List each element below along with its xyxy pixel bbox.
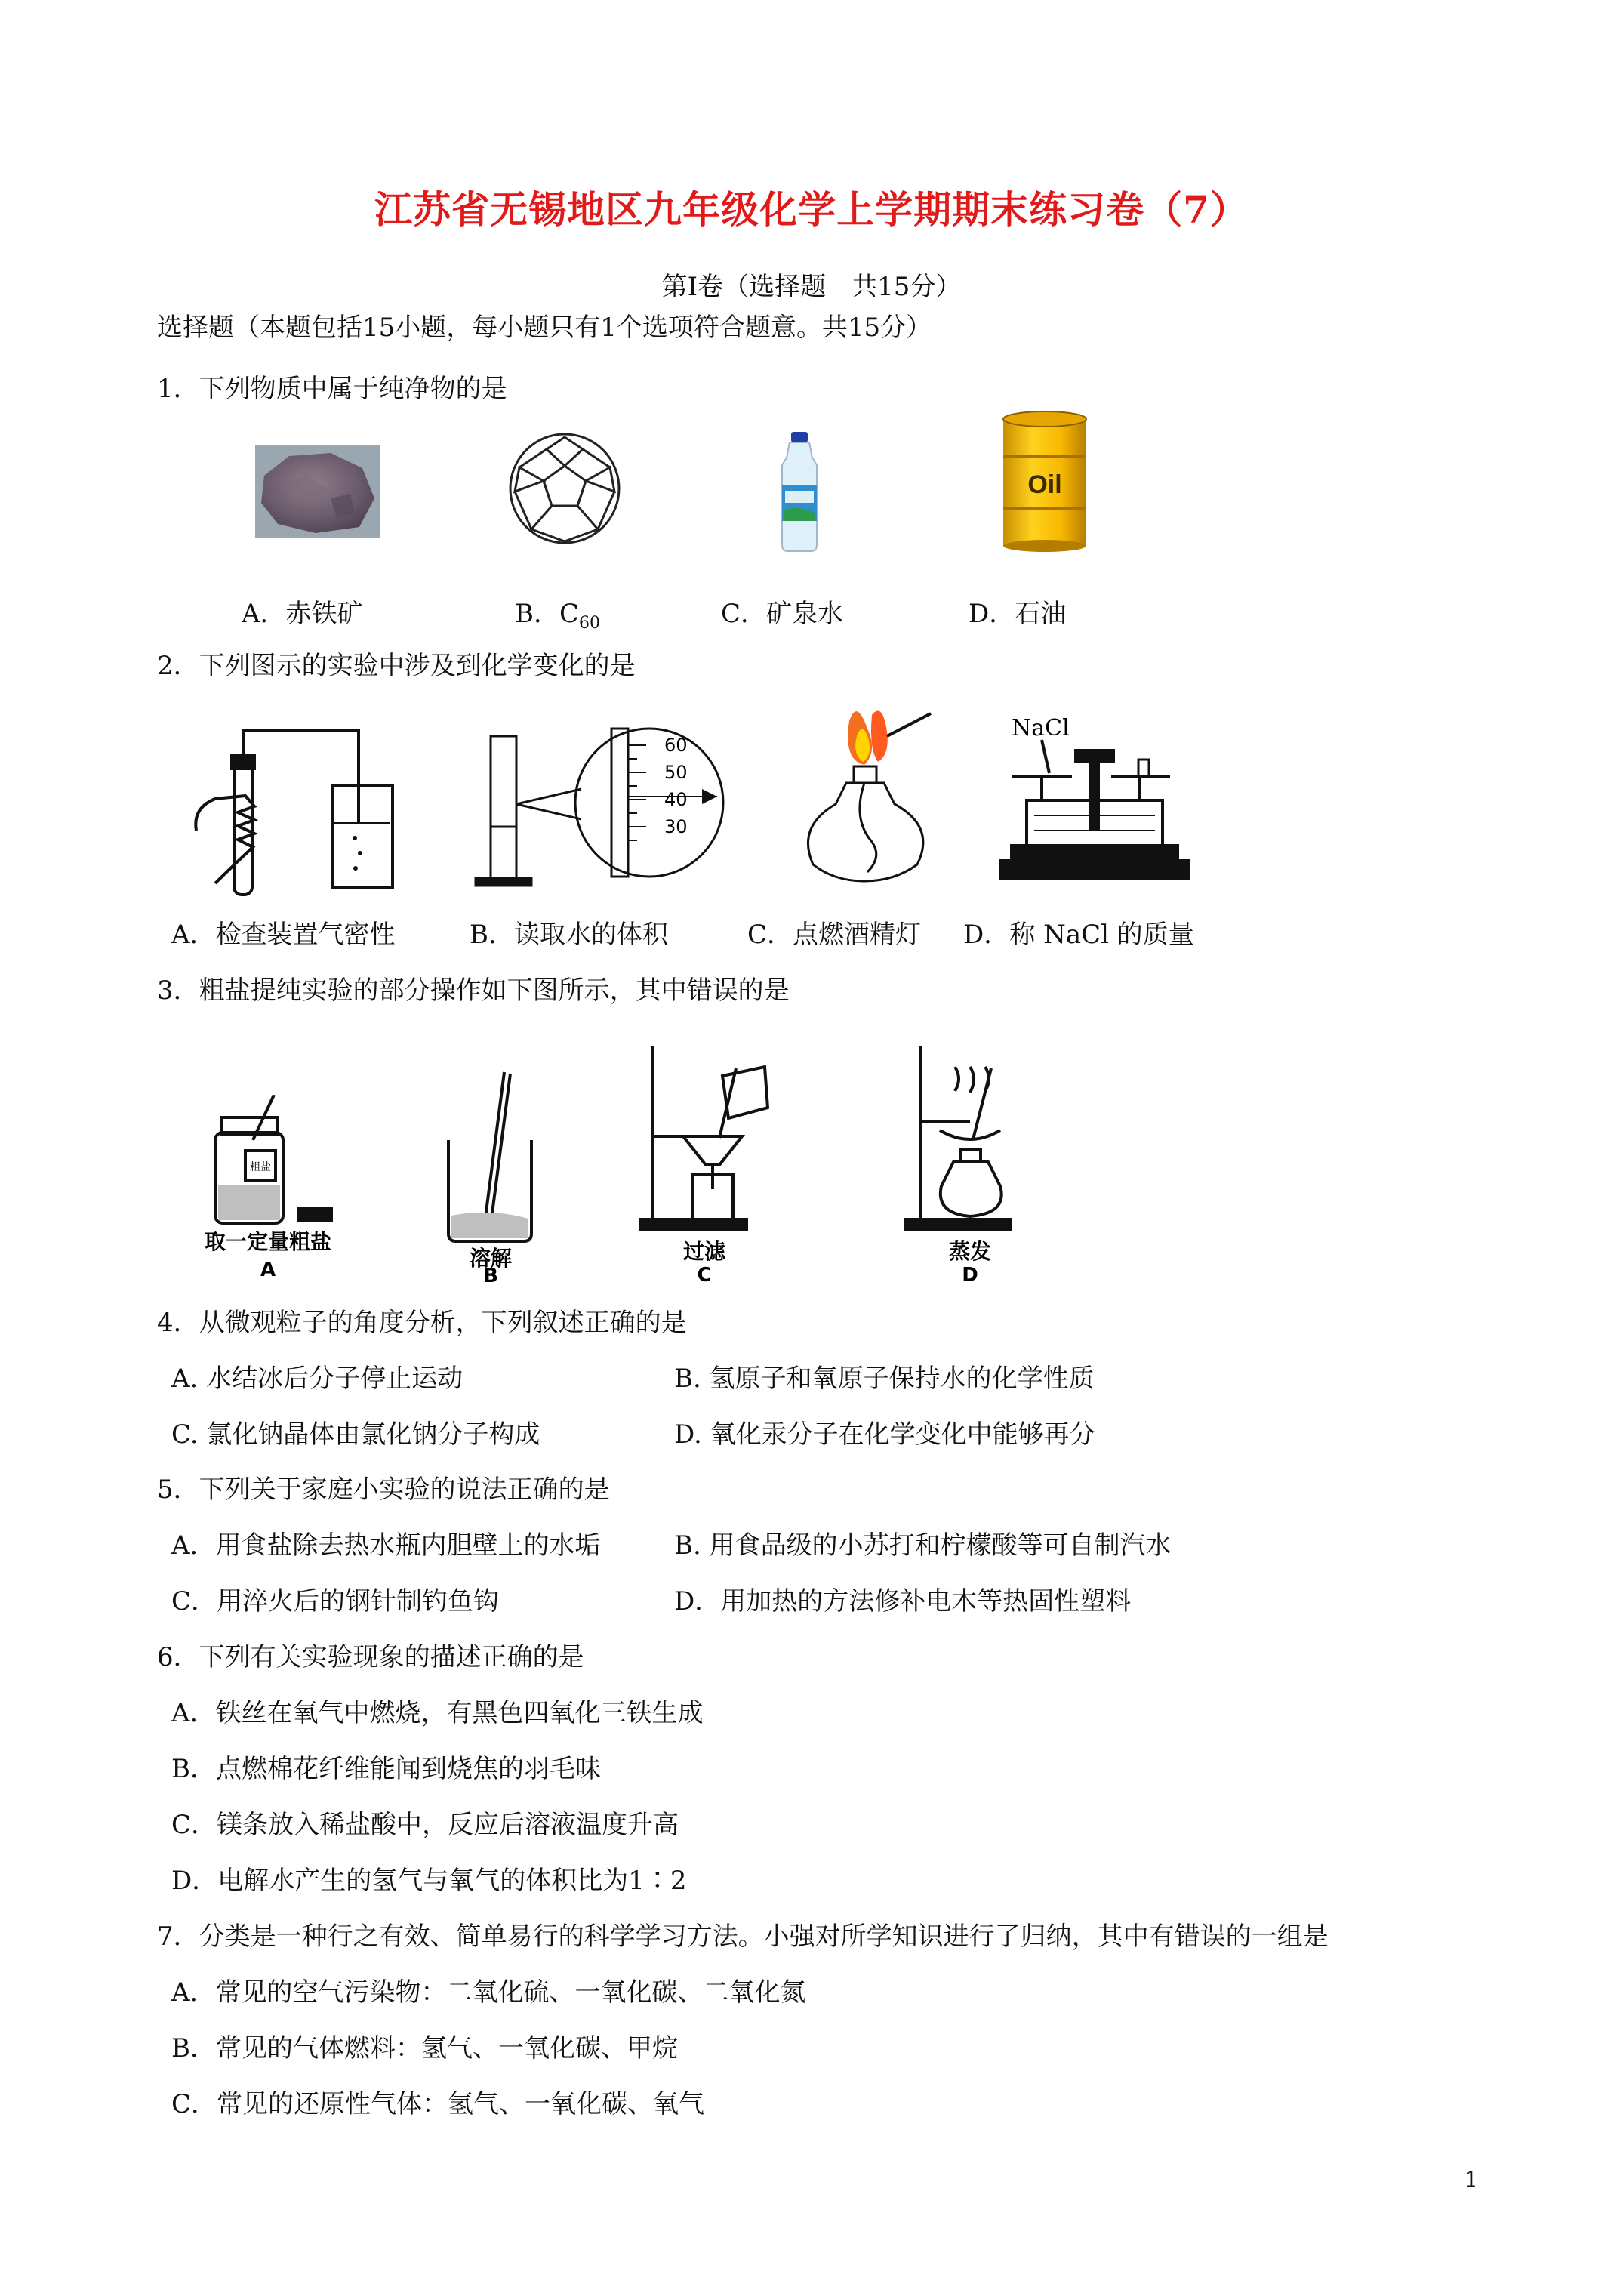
filter-figure (638, 1046, 774, 1287)
q2-option-a: A．检查装置气密性 (171, 920, 396, 950)
q4-option-c: C. 氯化钠晶体由氯化钠分子构成 (171, 1419, 540, 1450)
airtightness-check-figure (185, 717, 404, 898)
q1-option-c: C．矿泉水 (721, 599, 844, 629)
letter-a: A (260, 1259, 276, 1281)
q6-option-b: B．点燃棉花纤维能闻到烧焦的羽毛味 (171, 1754, 601, 1784)
q7-option-c: C．常见的还原性气体：氢气、一氧化碳、氧气 (171, 2089, 705, 2119)
q7-option-a: A．常见的空气污染物：二氧化硫、一氧化碳、二氧化氮 (171, 1977, 806, 2008)
c60-molecule-diagram (504, 428, 625, 549)
q1-option-d: D．石油 (969, 599, 1067, 629)
q2-option-c: C．点燃酒精灯 (747, 920, 922, 950)
mineral-water-bottle (776, 432, 823, 553)
cylinder-mark-40: 40 (664, 789, 688, 810)
question-2-stem: 2．下列图示的实验中涉及到化学变化的是 (157, 651, 636, 681)
q6-option-c: C．镁条放入稀盐酸中，反应后溶液温度升高 (171, 1810, 679, 1840)
q5-option-d: D．用加热的方法修补电木等热固性塑料 (674, 1586, 1132, 1616)
caption-d: 蒸发 (948, 1239, 992, 1264)
q1-option-b-text: B．C (515, 599, 579, 629)
q7-option-b: B．常见的气体燃料：氢气、一氧化碳、甲烷 (171, 2033, 678, 2063)
letter-b: B (483, 1265, 498, 1284)
letter-d: D (962, 1264, 978, 1287)
alcohol-lamp-lighting-figure (804, 706, 947, 887)
q5-option-b: B. 用食品级的小苏打和柠檬酸等可自制汽水 (674, 1530, 1172, 1561)
question-5-stem: 5．下列关于家庭小实验的说法正确的是 (157, 1475, 610, 1505)
question-4-stem: 4．从微观粒子的角度分析，下列叙述正确的是 (157, 1308, 687, 1338)
take-crude-salt-figure (192, 1095, 343, 1284)
q4-option-b: B. 氢原子和氧原子保持水的化学性质 (674, 1364, 1095, 1394)
q2-option-b: B．读取水的体积 (470, 920, 668, 950)
oil-barrel-label: Oil (1027, 470, 1062, 499)
oil-barrel (1000, 410, 1089, 553)
question-7-stem: 7．分类是一种行之有效、简单易行的科学学习方法。小强对所学知识进行了归纳，其中有错误的一组是 (157, 1922, 1329, 1952)
page-number: 1 (1464, 2167, 1478, 2192)
cylinder-mark-50: 50 (664, 762, 688, 783)
page-title: 江苏省无锡地区九年级化学上学期期末练习卷（7） (374, 187, 1249, 232)
q5-option-a: A．用食盐除去热水瓶内胆壁上的水垢 (171, 1530, 601, 1561)
letter-c: C (697, 1264, 712, 1287)
graduated-cylinder-reading-figure (468, 713, 747, 887)
dissolve-figure (438, 1065, 544, 1284)
balance-weighing-figure (996, 710, 1193, 891)
jar-label: 粗盐 (250, 1161, 271, 1173)
caption-b: 溶解 (469, 1246, 513, 1271)
evaporate-figure (895, 1046, 1030, 1287)
caption-c: 过滤 (682, 1239, 726, 1264)
q1-option-b (515, 597, 600, 640)
question-1-stem: 1．下列物质中属于纯净物的是 (157, 374, 507, 404)
q6-option-a: A．铁丝在氧气中燃烧，有黑色四氧化三铁生成 (171, 1698, 704, 1728)
section-header: 第Ⅰ卷（选择题 共15分） (661, 272, 962, 302)
question-3-stem: 3．粗盐提纯实验的部分操作如下图所示，其中错误的是 (157, 975, 790, 1006)
instructions: 选择题（本题包括15小题，每小题只有1个选项符合题意。共15分） (157, 313, 932, 343)
cylinder-mark-30: 30 (664, 816, 688, 837)
q1-option-b-subscript: 60 (579, 613, 600, 633)
q4-option-d: D. 氧化汞分子在化学变化中能够再分 (674, 1419, 1095, 1450)
q4-option-a: A. 水结冰后分子停止运动 (171, 1364, 463, 1394)
q2-option-d: D．称 NaCl 的质量 (963, 920, 1194, 950)
q6-option-d: D．电解水产生的氢气与氧气的体积比为1∶2 (171, 1866, 687, 1896)
q1-option-a: A．赤铁矿 (242, 599, 363, 629)
cylinder-mark-60: 60 (664, 735, 688, 756)
question-6-stem: 6．下列有关实验现象的描述正确的是 (157, 1642, 584, 1672)
nacl-label: NaCl (1012, 715, 1070, 741)
hematite-photo (255, 445, 380, 538)
q5-option-c: C．用淬火后的钢针制钓鱼钩 (171, 1586, 500, 1616)
caption-a: 取一定量粗盐 (204, 1229, 332, 1254)
